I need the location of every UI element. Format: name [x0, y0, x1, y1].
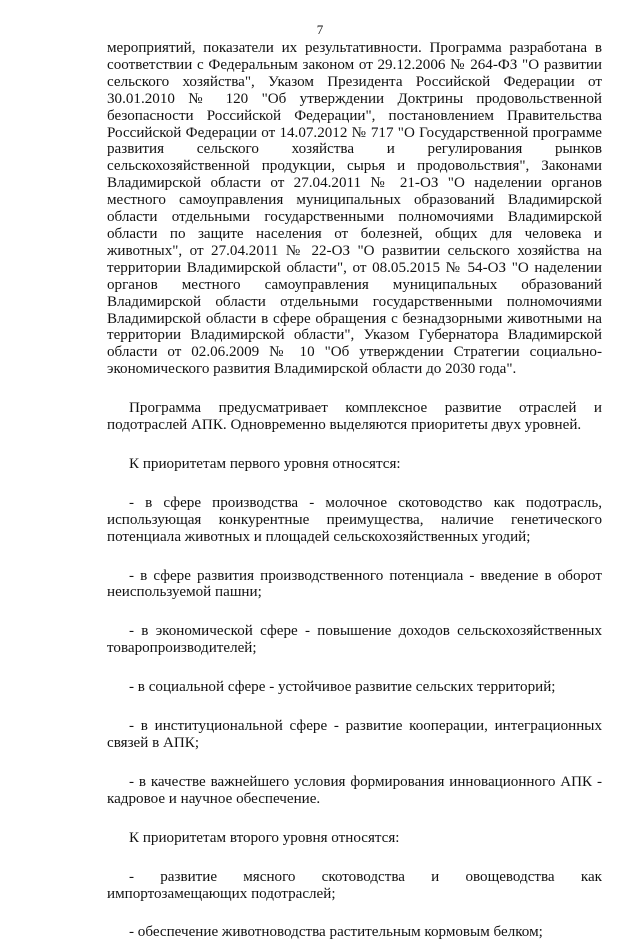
list-item-feed-protein: - обеспечение животноводства растительным кормовым белком; [129, 924, 543, 941]
list-item-personnel: - в качестве важнейшего условия формирования инновационного АПК - кадровое и научное обеспечение. [107, 773, 602, 807]
page-number: 7 [316, 22, 324, 37]
list-item-production-potential: - в сфере развития производственного потенциала - введение в оборот неиспользуемой пашни; [107, 567, 602, 601]
paragraph-program-scope: Программа предусматривает комплексное развитие отраслей и подотраслей АПК. Одновременно выделяются приоритеты двух уровней. [107, 400, 602, 434]
paragraph-legal-basis: мероприятий, показатели их результативности. Программа разработана в соответствии с Федеральным законом от 29.12.2006 № 264-ФЗ "О развитии сельского хозяйства", Указом Президента Российской Федерации от 30.01.2010 № 120 "Об утверждении Доктрины продовольственной безопасности Российской Федерации", постановлением Правительства Российской Федерации от 14.07.2012 № 717 "О Государственной программе развития сельского хозяйства и регулирования рынков сельскохозяйственной продукции, сырья и продовольствия", Законами Владимирской области от 27.04.2011 № 21-ОЗ "О наделении органов местного самоуправления муниципальных образований Владимирской области отдельными государственными полномочиями Владимирской области по защите населения от болезней, общих для человека и животных", от 27.04.2011 № 22-ОЗ "О развитии сельского хозяйства на территории Владимирской области", от 08.05.2015 № 54-ОЗ "О наделении органов местного самоуправления муниципальных образований Владимирской области отдельными государственными полномочиями Владимирской области в сфере обращения с безнадзорными животными на территории Владимирской области", Указом Губернатора Владимирской области от 02.06.2009 № 10 "Об утверждении Стратегии социально-экономического развития Владимирской области до 2030 года". [107, 40, 602, 378]
list-item-social: - в социальной сфере - устойчивое развитие сельских территорий; [129, 679, 556, 696]
paragraph-first-level-heading: К приоритетам первого уровня относятся: [129, 455, 401, 472]
document-body [107, 40, 602, 941]
list-item-institutional: - в институциональной сфере - развитие кооперации, интеграционных связей в АПК; [107, 718, 602, 751]
list-item-meat-vegetables: - развитие мясного скотоводства и овощеводства как импортозамещающих подотраслей; [107, 868, 602, 902]
paragraph-second-level-heading: К приоритетам второго уровня относятся: [129, 829, 400, 846]
list-item-economic: - в экономической сфере - повышение доходов сельскохозяйственных товаропроизводителей; [107, 623, 602, 657]
list-item-production: - в сфере производства - молочное скотоводство как подотрасль, использующая конкурентные преимущества, наличие генетического потенциала животных и площадей сельскохозяйственных угодий; [107, 494, 602, 545]
